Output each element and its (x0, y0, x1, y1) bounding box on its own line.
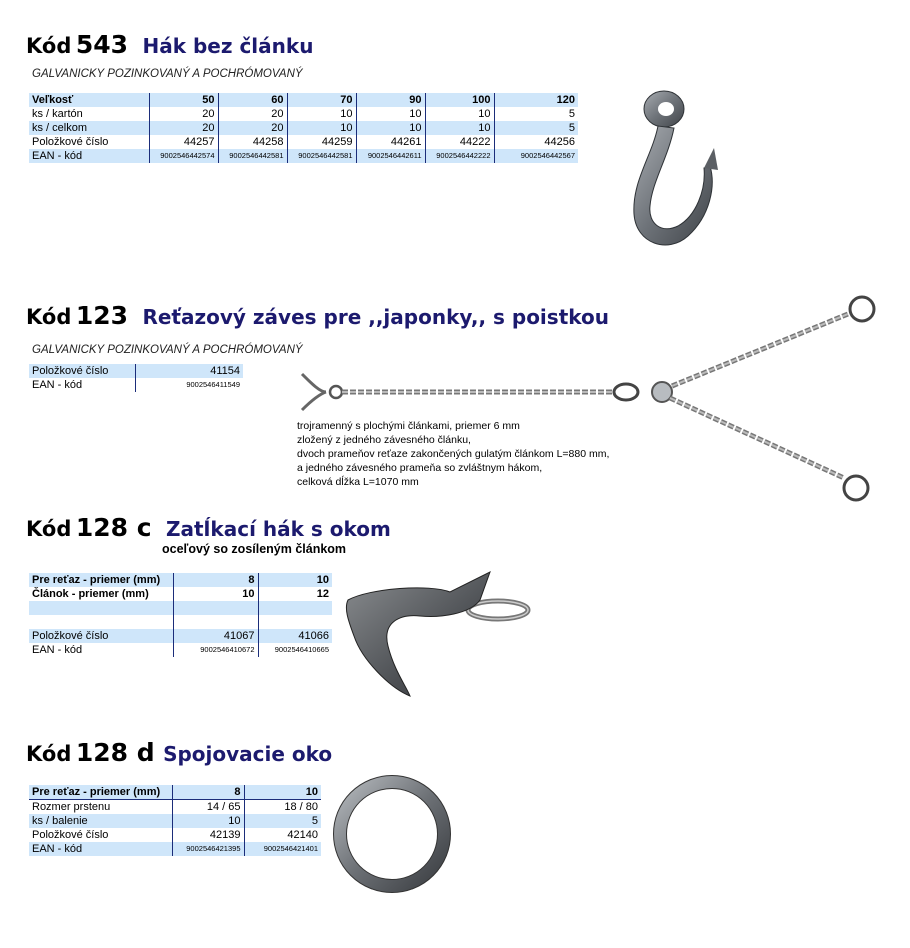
product-title: Spojovacie oko (163, 742, 333, 766)
hook-icon (618, 86, 728, 254)
description-line: dvoch prameňov reťaze zakončených gulatým článkom L=880 mm, (297, 448, 610, 460)
table-row (29, 615, 332, 629)
table-row (29, 629, 332, 643)
row-label: Pre reťaz - priemer (mm) (29, 573, 173, 587)
cell: 18 / 80 (244, 800, 321, 815)
kod-number: 123 (75, 301, 129, 330)
cell: 5 (244, 814, 321, 828)
cell: 42140 (244, 828, 321, 842)
spec-table-128d (29, 785, 321, 856)
cell: 44257 (149, 135, 218, 149)
cell: 9002546442581 (218, 149, 287, 163)
table-row (29, 814, 321, 828)
cell: 10 (425, 107, 494, 121)
row-label: EAN - kód (29, 842, 172, 856)
cell: 9002546442222 (425, 149, 494, 163)
row-label: Veľkosť (29, 93, 149, 107)
cell (173, 601, 258, 615)
heading-128d (26, 738, 332, 767)
cell: 14 / 65 (172, 800, 244, 815)
cell: 60 (218, 93, 287, 107)
cell: 70 (287, 93, 356, 107)
table-row (29, 785, 321, 800)
cell: 20 (149, 107, 218, 121)
row-label: Položkové číslo (32, 829, 109, 841)
cell: 20 (218, 107, 287, 121)
subtitle-128c: oceľový so zosíleným článkom (162, 542, 347, 556)
cell: 9002546410665 (258, 643, 332, 657)
cell: 44222 (425, 135, 494, 149)
cell: 44259 (287, 135, 356, 149)
row-label: Rozmer prstenu (32, 801, 111, 813)
cell: 8 (173, 573, 258, 587)
table-row (29, 573, 332, 587)
table-row (29, 828, 321, 842)
table-row (29, 93, 578, 107)
table-row (29, 107, 578, 121)
table-row (29, 149, 578, 163)
row-label: ks / balenie (29, 814, 172, 828)
table-row (29, 643, 332, 657)
heading-543 (26, 30, 313, 59)
table-row (29, 842, 321, 856)
cell: 41066 (258, 629, 332, 643)
hammer-hook-icon (340, 570, 532, 698)
product-title: Hák bez článku (142, 34, 314, 58)
row-label: Položkové číslo (29, 629, 173, 643)
cell: 10 (425, 121, 494, 135)
table-row (29, 800, 321, 815)
cell: 120 (494, 93, 578, 107)
kod-label: Kód (26, 742, 72, 766)
row-label: EAN - kód (29, 149, 149, 163)
subtitle-123: GALVANICKY POZINKOVANÝ A POCHRÓMOVANÝ (32, 344, 303, 356)
spec-table-543 (29, 93, 578, 163)
row-label (29, 601, 173, 615)
cell: 9002546421395 (172, 842, 244, 856)
cell: 10 (173, 587, 258, 601)
row-label: EAN - kód (32, 644, 83, 656)
ring-icon (330, 772, 454, 896)
kod-label: Kód (26, 34, 72, 58)
row-label: Pre reťaz - priemer (mm) (29, 785, 172, 800)
cell: 50 (149, 93, 218, 107)
kod-number: 128 d (75, 738, 155, 767)
cell: 9002546442581 (287, 149, 356, 163)
cell: 10 (356, 121, 425, 135)
table-row (29, 378, 243, 392)
cell: 41067 (173, 629, 258, 643)
cell: 9002546421401 (244, 842, 321, 856)
cell: 44256 (494, 135, 578, 149)
table-row (29, 601, 332, 615)
cell: 20 (149, 121, 218, 135)
description-line: trojramenný s plochými článkami, priemer 6 mm (297, 420, 520, 432)
cell: 10 (244, 785, 321, 800)
product-title: Reťazový záves pre ,,japonky,, s poistkou (142, 305, 609, 329)
kod-label: Kód (26, 517, 72, 541)
description-line: a jedného závesného prameňa so zvláštnym hákom, (297, 462, 543, 474)
table-row (29, 364, 243, 378)
kod-label: Kód (26, 305, 72, 329)
row-label: ks / kartón (32, 108, 83, 120)
table-row (29, 587, 332, 601)
heading-128c (26, 513, 391, 542)
chain-sling-icon (296, 292, 880, 504)
cell: 44261 (356, 135, 425, 149)
cell: 20 (218, 121, 287, 135)
cell: 100 (425, 93, 494, 107)
cell: 10 (287, 107, 356, 121)
table-row (29, 135, 578, 149)
cell: 10 (356, 107, 425, 121)
spec-table-128c (29, 573, 332, 657)
cell (258, 601, 332, 615)
cell: 5 (494, 121, 578, 135)
cell: 12 (258, 587, 332, 601)
row-label: Položkové číslo (29, 364, 135, 378)
description-line: zložený z jedného závesného článku, (297, 434, 471, 446)
row-label: ks / celkom (29, 121, 149, 135)
cell: 90 (356, 93, 425, 107)
cell: 9002546442574 (149, 149, 218, 163)
cell: 10 (287, 121, 356, 135)
row-label: EAN - kód (32, 379, 83, 391)
cell: 9002546442567 (494, 149, 578, 163)
kod-number: 543 (75, 30, 129, 59)
row-label: Položkové číslo (32, 136, 109, 148)
cell: 9002546410672 (173, 643, 258, 657)
cell: 44258 (218, 135, 287, 149)
cell: 9002546442611 (356, 149, 425, 163)
cell: 5 (494, 107, 578, 121)
description-line: celková dĺžka L=1070 mm (297, 476, 419, 488)
subtitle-543: GALVANICKY POZINKOVANÝ A POCHRÓMOVANÝ (32, 68, 303, 80)
table-row (29, 121, 578, 135)
cell: 41154 (135, 364, 243, 378)
spec-table-123 (29, 364, 243, 392)
kod-number: 128 c (75, 513, 152, 542)
row-label: Článok - priemer (mm) (32, 588, 149, 600)
cell (258, 615, 332, 629)
product-title: Zatĺkací hák s okom (166, 517, 391, 541)
cell (173, 615, 258, 629)
cell: 9002546411549 (135, 378, 243, 392)
cell: 10 (258, 573, 332, 587)
cell: 8 (172, 785, 244, 800)
cell: 42139 (172, 828, 244, 842)
row-label (29, 615, 173, 629)
cell: 10 (172, 814, 244, 828)
